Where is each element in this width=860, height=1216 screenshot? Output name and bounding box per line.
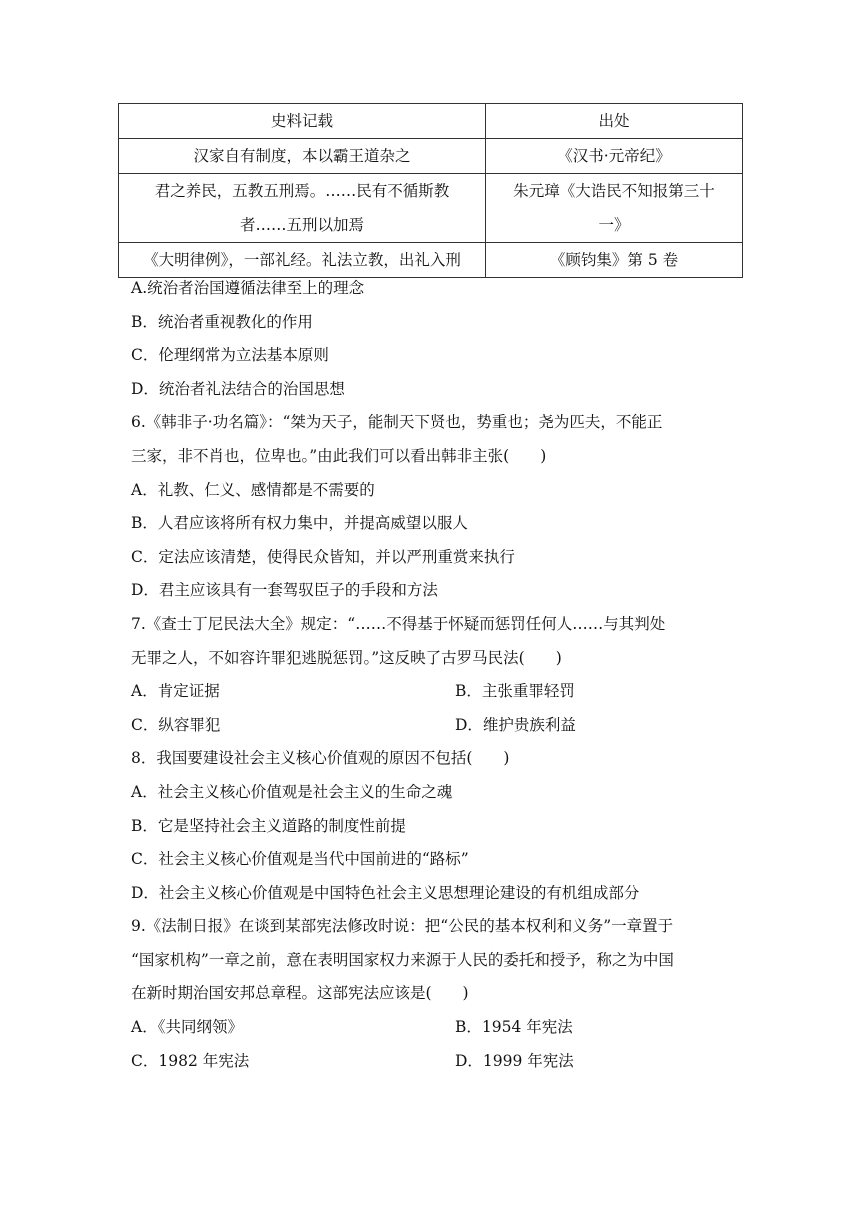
table-cell-line: 君之养民，五教五刑焉。……民有不循斯教 (154, 182, 450, 200)
q8-option-d: D．社会主义核心价值观是中国特色社会主义思想理论建设的有机组成部分 (131, 883, 640, 902)
q8-stem: 8．我国要建设社会主义核心价值观的原因不包括( ) (131, 749, 510, 768)
q6-option-b: B．人君应该将所有权力集中，并提高威望以服人 (131, 514, 468, 533)
q7-option-a: A．肯定证据 (131, 682, 220, 701)
q5-option-c: C．伦理纲常为立法基本原则 (131, 346, 329, 365)
q5-option-d: D．统治者礼法结合的治国思想 (131, 379, 345, 398)
q9-option-b: B．1954 年宪法 (455, 1018, 573, 1037)
table-cell-line: 朱元璋《大诰民不知报第三十 (513, 182, 715, 200)
table-header-source: 出处 (486, 104, 743, 139)
table-header-record: 史料记载 (119, 104, 486, 139)
q8-option-a: A．社会主义核心价值观是社会主义的生命之魂 (131, 782, 453, 801)
table-cell-record: 汉家自有制度，本以霸王道杂之 (119, 139, 486, 174)
q6-option-c: C．定法应该清楚，使得民众皆知，并以严刑重赏来执行 (131, 547, 515, 566)
q5-option-a: A.统治者治国遵循法律至上的理念 (131, 279, 365, 297)
table-cell-record (119, 174, 486, 243)
q9-option-c: C．1982 年宪法 (131, 1051, 250, 1070)
q7-stem-line-1: 7.《查士丁尼民法大全》规定：“……不得基于怀疑而惩罚任何人……与其判处 (131, 614, 666, 633)
q6-stem-line-2: 三家，非不肖也，位卑也。”由此我们可以看出韩非主张( ) (131, 446, 547, 465)
q7-options-row (131, 675, 741, 709)
q9-option-a: A．《共同纲领》 (131, 1018, 243, 1037)
q6-stem-line-1: 6.《韩非子·功名篇》：“桀为天子，能制天下贤也，势重也；尧为匹夫，不能正 (131, 413, 663, 432)
q8-option-b: B．它是坚持社会主义道路的制度性前提 (131, 816, 406, 835)
q5-option-b: B．统治者重视教化的作用 (131, 312, 313, 331)
q9-stem-line-1: 9.《法制日报》在谈到某部宪法修改时说：把“公民的基本权利和义务”一章置于 (131, 917, 674, 936)
q6-option-a: A．礼教、仁义、感情都是不需要的 (131, 480, 375, 499)
table-cell-source: 《汉书·元帝纪》 (486, 139, 743, 174)
q9-stem-line-2: “国家机构”一章之前，意在表明国家权力来源于人民的委托和授予，称之为中国 (131, 950, 674, 969)
q9-stem-line-3: 在新时期治国安邦总章程。这部宪法应该是( ) (131, 984, 469, 1003)
q6-option-d: D．君主应该具有一套驾驭臣子的手段和方法 (131, 581, 438, 600)
question-body (131, 272, 741, 1078)
source-table (118, 103, 743, 278)
table-header-row (119, 104, 743, 139)
q7-option-c: C．纵容罪犯 (131, 715, 221, 734)
q7-option-d: D．维护贵族利益 (455, 715, 576, 734)
q7-stem-line-2: 无罪之人，不如容许罪犯逃脱惩罚。”这反映了古罗马民法( ) (131, 648, 562, 667)
q8-option-c: C．社会主义核心价值观是当代中国前进的“路标” (131, 850, 469, 869)
table-row (119, 139, 743, 174)
q9-options-row (131, 1011, 741, 1045)
table-cell-record: 《大明律例》，一部礼经。礼法立教，出礼入刑 (119, 243, 486, 278)
table-row (119, 174, 743, 243)
q7-option-b: B．主张重罪轻罚 (455, 682, 575, 701)
table-cell-line: 者……五刑以加焉 (239, 216, 364, 234)
table-cell-source (486, 174, 743, 243)
q7-options-row (131, 709, 741, 743)
table-cell-line: 一》 (598, 216, 630, 234)
table-cell-source: 《顾钧集》第 5 卷 (486, 243, 743, 278)
q9-options-row (131, 1045, 741, 1079)
q9-option-d: D．1999 年宪法 (455, 1051, 574, 1070)
